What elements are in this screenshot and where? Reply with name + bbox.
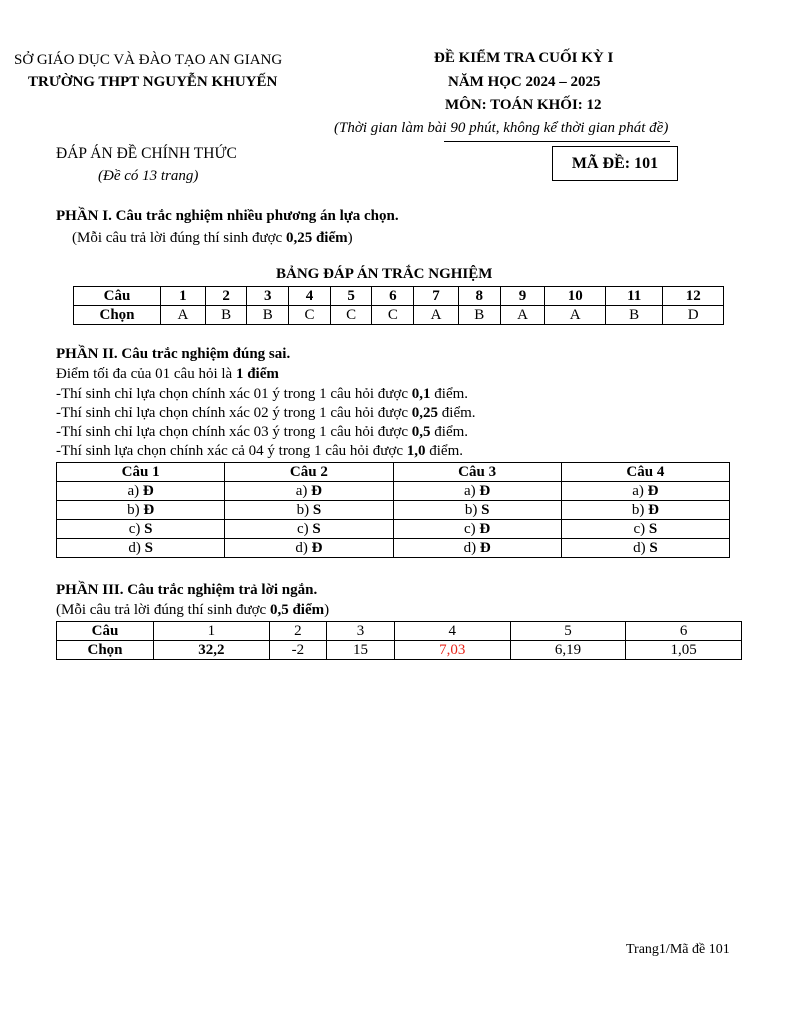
rule-suffix: điểm. [425,443,464,459]
item-value: Đ [143,502,155,518]
answer-cell: B [605,306,662,325]
scoring-rule [56,386,468,403]
answer-cell [225,482,393,501]
table-row [57,641,742,660]
table-row [57,501,730,520]
answer-cell: A [500,306,545,325]
item-value: S [649,540,658,556]
part1-note-points: 0,25 điểm [285,230,348,246]
exam-title: ĐỀ KIỂM TRA CUỐI KỲ I [434,50,614,66]
question-number: 4 [394,622,510,641]
part1-note-prefix: (Mỗi câu trả lời đúng thí sinh được [72,230,286,246]
item-value: S [312,502,322,518]
part1-note [72,230,353,247]
table-header-row [57,463,730,482]
item-value: S [144,540,153,556]
part3-answer-table [56,621,742,660]
time-note-underline [444,141,670,142]
rule-points: 0,1 [411,386,431,402]
answer-cell: B [247,306,289,325]
short-answer-cell: 7,03 [394,641,510,660]
official-answer-label: ĐÁP ÁN ĐỀ CHÍNH THỨC [56,145,237,162]
short-answer-cell: 6,19 [510,641,626,660]
table-row [57,520,730,539]
rule-suffix: điểm. [430,424,469,440]
question-number: 2 [269,622,326,641]
item-label: c) [128,521,145,537]
answer-cell [561,539,729,558]
table-row [57,622,742,641]
part1-answer-table [73,286,724,325]
answer-cell [225,501,393,520]
item-label: a) [464,483,480,499]
rule-suffix: điểm. [430,386,469,402]
question-number: 5 [330,287,372,306]
table-row [74,306,724,325]
item-value: Đ [648,502,659,518]
max-score-points: 1 điểm [235,366,279,382]
item-label: b) [296,502,313,518]
scoring-rule [56,424,468,441]
rule-points: 0,5 [411,424,431,440]
page-count-note: (Đề có 13 trang) [98,168,199,184]
short-answer-cell: 1,05 [626,641,742,660]
row-label-question: Câu [57,622,154,641]
item-label: c) [464,521,480,537]
question-number: 10 [545,287,606,306]
answer-cell [393,520,561,539]
item-label: b) [464,502,482,518]
answer-cell [225,520,393,539]
item-value: S [648,521,658,537]
school-name: TRƯỜNG THPT NGUYỄN KHUYẾN [28,74,278,90]
item-label: b) [631,502,649,518]
rule-suffix: điểm. [438,405,476,421]
short-answer-cell: 15 [327,641,395,660]
column-header: Câu 2 [225,463,393,482]
item-value: Đ [311,540,323,556]
column-header: Câu 4 [561,463,729,482]
max-score-prefix: Điểm tối đa của 01 câu hỏi là [56,366,236,382]
row-label-question: Câu [74,287,161,306]
part1-title: PHẦN I. Câu trắc nghiệm nhiều phương án lựa chọn. [56,208,399,224]
question-number: 12 [663,287,724,306]
question-number: 6 [626,622,742,641]
item-label: a) [127,483,143,499]
answer-cell [393,482,561,501]
answer-cell [57,539,225,558]
answer-cell [57,520,225,539]
item-label: d) [463,540,480,556]
scoring-rule [56,405,476,422]
part1-note-suffix: ) [347,230,353,246]
page-footer: Trang1/Mã đề 101 [626,942,730,957]
answer-cell: C [372,306,414,325]
rule-points: 1,0 [406,443,426,459]
question-number: 5 [510,622,626,641]
table-row [57,482,730,501]
part3-note [56,602,329,619]
answer-cell: B [205,306,247,325]
answer-cell: B [458,306,500,325]
question-number: 1 [161,287,206,306]
answer-cell: C [289,306,331,325]
item-value: Đ [647,483,659,499]
question-number: 9 [500,287,545,306]
column-header: Câu 3 [393,463,561,482]
item-label: d) [633,540,650,556]
rule-points: 0,25 [411,405,439,421]
question-number: 11 [605,287,662,306]
part1-table-title: BẢNG ĐÁP ÁN TRẮC NGHIỆM [276,266,493,282]
part3-note-prefix: (Mỗi câu trả lời đúng thí sinh được [56,602,270,618]
exam-code-box: MÃ ĐỀ: 101 [552,146,678,181]
item-label: c) [633,521,649,537]
rule-text: -Thí sinh chỉ lựa chọn chính xác 03 ý trong 1 câu hỏi được [56,424,412,440]
item-label: b) [127,502,144,518]
part3-title: PHẦN III. Câu trắc nghiệm trả lời ngắn. [56,582,318,598]
question-number: 2 [205,287,247,306]
part2-title: PHẦN II. Câu trắc nghiệm đúng sai. [56,346,291,362]
answer-cell: C [330,306,372,325]
question-number: 3 [327,622,395,641]
item-value: Đ [479,521,491,537]
question-number: 3 [247,287,289,306]
answer-cell [561,501,729,520]
answer-cell [57,482,225,501]
item-value: S [312,521,321,537]
table-row [57,539,730,558]
rule-text: -Thí sinh chỉ lựa chọn chính xác 02 ý trong 1 câu hỏi được [56,405,412,421]
item-label: a) [295,483,312,499]
answer-cell: A [161,306,206,325]
question-number: 8 [458,287,500,306]
row-label-answer: Chọn [57,641,154,660]
answer-cell: D [663,306,724,325]
subject-grade: MÔN: TOÁN KHỐI: 12 [445,97,602,113]
rule-text: -Thí sinh lựa chọn chính xác cả 04 ý trong 1 câu hỏi được [56,443,407,459]
question-number: 4 [289,287,331,306]
answer-cell [393,539,561,558]
answer-cell [561,482,729,501]
answer-cell [561,520,729,539]
item-value: Đ [142,483,154,499]
answer-cell [393,501,561,520]
short-answer-cell: 32,2 [154,641,270,660]
item-value: S [144,521,153,537]
item-label: a) [632,483,648,499]
rule-text: -Thí sinh chỉ lựa chọn chính xác 01 ý trong 1 câu hỏi được [56,386,412,402]
part3-note-points: 0,5 điểm [269,602,325,618]
short-answer-cell: -2 [269,641,326,660]
question-number: 6 [372,287,414,306]
table-row [74,287,724,306]
school-year: NĂM HỌC 2024 – 2025 [448,74,601,90]
answer-cell [225,539,393,558]
department-name: SỞ GIÁO DỤC VÀ ĐÀO TẠO AN GIANG [14,52,283,68]
part2-answer-table [56,462,730,558]
answer-cell: A [545,306,606,325]
answer-cell: A [414,306,459,325]
part2-max-score [56,366,279,383]
scoring-rule [56,443,463,460]
item-value: S [481,502,490,518]
item-label: c) [297,521,313,537]
question-number: 1 [154,622,270,641]
item-value: Đ [479,540,491,556]
part3-note-suffix: ) [324,602,330,618]
answer-cell [57,501,225,520]
item-label: d) [128,540,145,556]
item-value: Đ [479,483,491,499]
item-value: Đ [311,483,322,499]
time-note: (Thời gian làm bài 90 phút, không kể thời gian phát đề) [334,120,669,136]
question-number: 7 [414,287,459,306]
column-header: Câu 1 [57,463,225,482]
row-label-answer: Chọn [74,306,161,325]
item-label: d) [295,540,312,556]
